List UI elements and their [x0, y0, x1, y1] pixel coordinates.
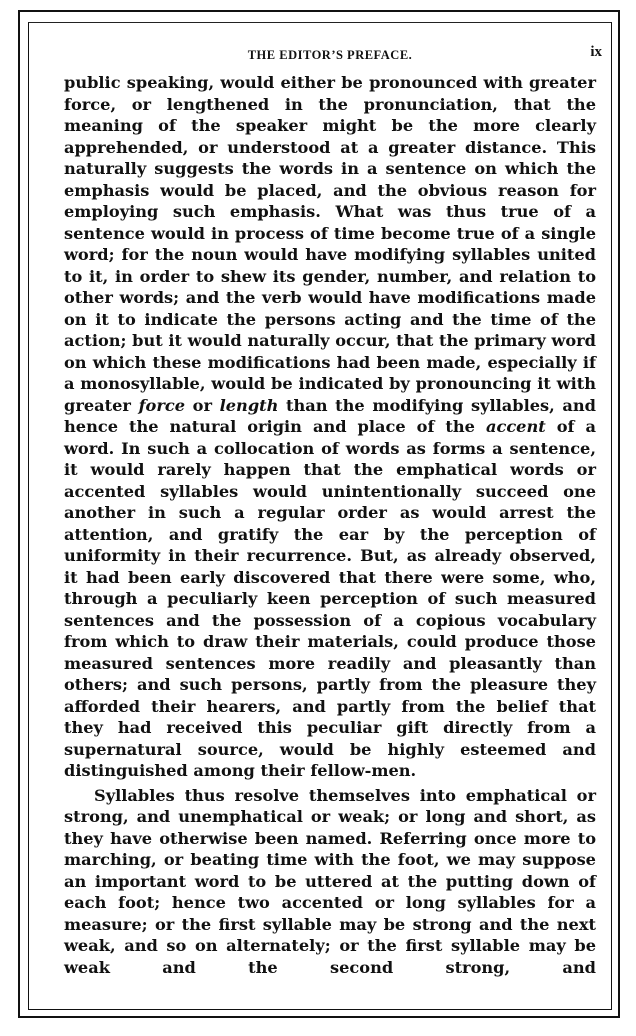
paragraph-1: [64, 72, 596, 782]
paragraph-1-text-b: than the modifying syllables, and hence the natural origin and place of the: [64, 395, 596, 436]
book-page: [64, 44, 602, 1004]
page-number: ix: [590, 44, 602, 60]
paragraph-1-text-a: public speaking, would either be pronounced with greater force, or lengthened in the pronunciation, that the meaning of the speaker might be the more clearly apprehended, or understood at a greater distance. This naturally suggests the words in a sentence on which the emphasis would be placed, and the obvious reason for employing such emphasis. What was thus true of a sentence would in process of time become true of a single word; for the noun would have modifying syllables united to it, in order to shew its gender, number, and relation to other words; and the verb would have modifications made on it to indicate the persons acting and the time of the action; but it would naturally occur, that the primary word on which these modifications had been made, especially if a monosyllable, would be indicated by pronouncing it with greater: [64, 73, 596, 415]
running-head-title: THE EDITOR’S PREFACE.: [247, 48, 413, 62]
emphasis-force: force: [138, 395, 186, 415]
paragraph-1-or: or: [185, 395, 220, 415]
emphasis-accent: accent: [485, 417, 546, 436]
paragraph-1-text-c: of a word. In such a collocation of words as forms a sentence, it would rarely happen that the emphatical words or accented syllables would unintentionally succeed one another in such a regular order as would arrest the attention, and gratify the ear by the perception of uniformity in their recurrence. But, as already observed, it had been early discovered that there were some, who, through a peculiarly keen perception of such measured sentences and the possession of a copious vocabulary from which to draw their materials, could produce those measured sentences more readily and pleasantly than others; and such persons, partly from the pleasure they afforded their hearers, and partly from the belief that they had received this peculiar gift directly from a supernatural source, would be highly esteemed and distinguished among their fellow-men.: [64, 417, 596, 780]
emphasis-length: length: [219, 395, 279, 415]
running-head: [64, 44, 602, 72]
paragraph-2: Syllables thus resolve themselves into emphatical or strong, and unemphatical or weak; or long and short, as they have otherwise been named. Referring once more to marching, or beating time with the foot, we may suppose an important word to be uttered at the putting down of each foot; hence two accented or long syllables for a measure; or the first syllable may be strong and the next weak, and so on alternately; or the first syllable may be weak and the second strong, and: [64, 785, 596, 977]
